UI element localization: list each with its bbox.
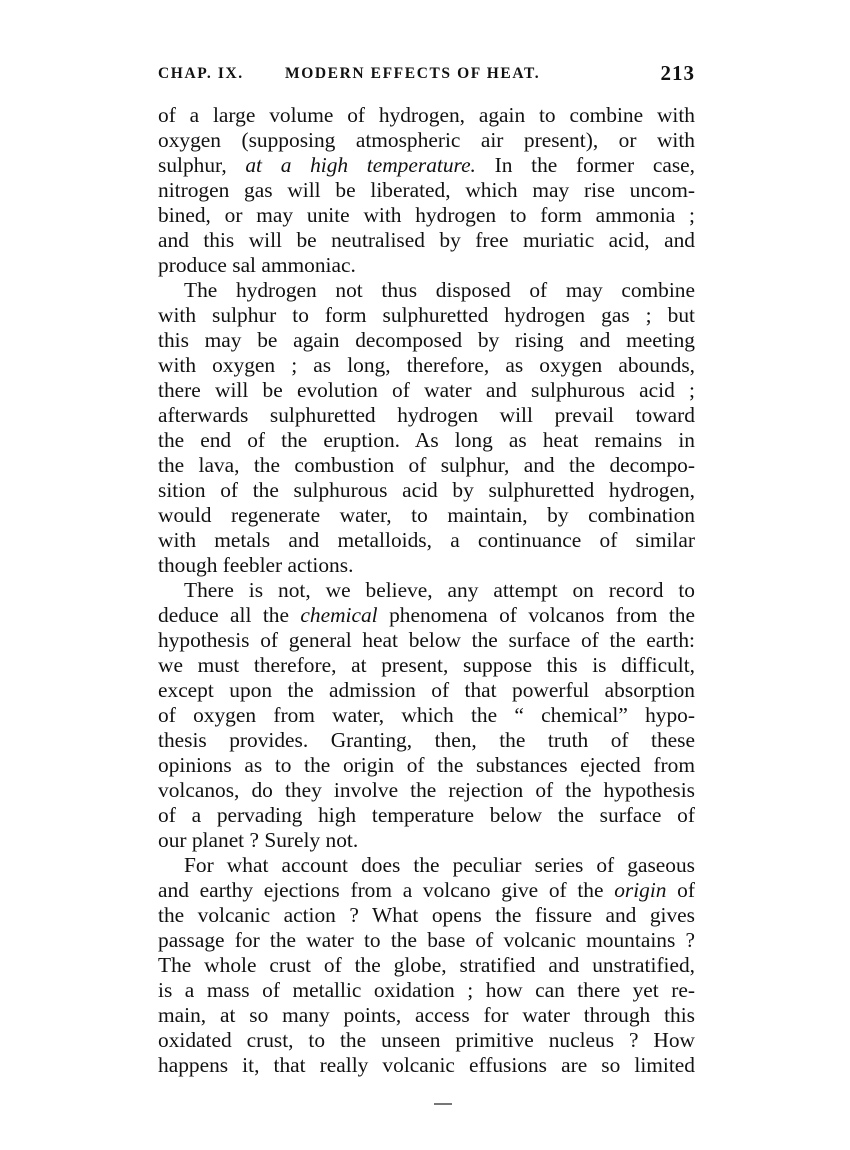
text-line <box>158 153 695 178</box>
text-line <box>158 478 695 503</box>
chapter-label: CHAP. IX. <box>158 65 244 82</box>
italic-text: at a high temperature. <box>245 153 476 177</box>
text-segment: bined, or may unite with hydrogen to form ammonia ; <box>158 203 695 227</box>
text-segment: nitrogen gas will be liberated, which may rise uncom- <box>158 178 695 202</box>
text-line <box>158 878 695 903</box>
text-segment: passage for the water to the base of volcanic mountains ? <box>158 928 695 952</box>
text-line <box>158 453 695 478</box>
text-line <box>158 103 695 128</box>
text-segment: our planet ? Surely not. <box>158 828 359 852</box>
text-segment: thesis provides. Granting, then, the truth of these <box>158 728 695 752</box>
text-line <box>158 578 695 603</box>
text-segment: sition of the sulphurous acid by sulphuretted hydrogen, <box>158 478 695 502</box>
text-line <box>158 653 695 678</box>
text-line <box>158 178 695 203</box>
text-segment: oxygen (supposing atmospheric air present), or with <box>158 128 695 152</box>
text-segment: and earthy ejections from a volcano give of the <box>158 878 615 902</box>
text-line <box>158 953 695 978</box>
italic-text: origin <box>614 878 667 902</box>
text-segment: The whole crust of the globe, stratified and unstratified, <box>158 953 695 977</box>
text-segment: and this will be neutralised by free muriatic acid, and <box>158 228 695 252</box>
text-segment: There is not, we believe, any attempt on record to <box>184 578 695 602</box>
text-line <box>158 328 695 353</box>
text-segment: deduce all the <box>158 603 301 627</box>
signature-mark <box>434 1103 452 1105</box>
text-segment: with sulphur to form sulphuretted hydrogen gas ; but <box>158 303 695 327</box>
text-line <box>158 228 695 253</box>
text-segment: sulphur, <box>158 153 246 177</box>
text-segment: main, at so many points, access for water through this <box>158 1003 695 1027</box>
text-segment: this may be again decomposed by rising and meeting <box>158 328 695 352</box>
text-line <box>158 1028 695 1053</box>
text-segment: opinions as to the origin of the substances ejected from <box>158 753 695 777</box>
text-line <box>158 203 695 228</box>
text-segment: the volcanic action ? What opens the fissure and gives <box>158 903 695 927</box>
text-line <box>158 353 695 378</box>
text-line <box>158 128 695 153</box>
text-segment: produce sal ammoniac. <box>158 253 356 277</box>
text-line <box>158 828 695 853</box>
text-line <box>158 978 695 1003</box>
text-segment: there will be evolution of water and sulphurous acid ; <box>158 378 695 402</box>
running-title: MODERN EFFECTS OF HEAT. <box>285 65 541 82</box>
text-line <box>158 628 695 653</box>
text-segment: The hydrogen not thus disposed of may combine <box>184 278 695 302</box>
text-segment: would regenerate water, to maintain, by combination <box>158 503 695 527</box>
text-line <box>158 528 695 553</box>
text-line <box>158 428 695 453</box>
text-line <box>158 928 695 953</box>
text-segment: with metals and metalloids, a continuance of similar <box>158 528 695 552</box>
text-line <box>158 253 695 278</box>
text-segment: of a large volume of hydrogen, again to combine with <box>158 103 695 127</box>
page-number: 213 <box>660 61 695 85</box>
text-line <box>158 753 695 778</box>
text-segment: of oxygen from water, which the “ chemical” hypo- <box>158 703 695 727</box>
text-line <box>158 703 695 728</box>
running-head <box>158 62 695 88</box>
body-text <box>158 103 695 1078</box>
text-segment: except upon the admission of that powerful absorption <box>158 678 695 702</box>
text-line <box>158 903 695 928</box>
text-line <box>158 803 695 828</box>
text-segment: though feebler actions. <box>158 553 354 577</box>
text-segment: we must therefore, at present, suppose this is difficult, <box>158 653 695 677</box>
text-segment: phenomena of volcanos from the <box>377 603 695 627</box>
text-line <box>158 278 695 303</box>
text-segment: is a mass of metallic oxidation ; how can there yet re- <box>158 978 695 1002</box>
text-line <box>158 728 695 753</box>
text-segment: the end of the eruption. As long as heat remains in <box>158 428 695 452</box>
text-line <box>158 378 695 403</box>
text-line <box>158 678 695 703</box>
text-line <box>158 503 695 528</box>
text-line <box>158 553 695 578</box>
text-segment: the lava, the combustion of sulphur, and the decompo- <box>158 453 695 477</box>
text-segment: For what account does the peculiar series of gaseous <box>184 853 695 877</box>
text-segment: oxidated crust, to the unseen primitive nucleus ? How <box>158 1028 695 1052</box>
italic-text: chemical <box>300 603 378 627</box>
text-line <box>158 1003 695 1028</box>
text-segment: hypothesis of general heat below the surface of the earth: <box>158 628 695 652</box>
text-line <box>158 1053 695 1078</box>
text-segment: of <box>666 878 695 902</box>
text-segment: volcanos, do they involve the rejection of the hypothesis <box>158 778 695 802</box>
text-line <box>158 403 695 428</box>
text-line <box>158 303 695 328</box>
text-segment: afterwards sulphuretted hydrogen will prevail toward <box>158 403 695 427</box>
text-line <box>158 778 695 803</box>
text-line <box>158 603 695 628</box>
text-segment: of a pervading high temperature below the surface of <box>158 803 695 827</box>
text-segment: happens it, that really volcanic effusions are so limited <box>158 1053 695 1077</box>
text-line <box>158 853 695 878</box>
text-segment: In the former case, <box>475 153 695 177</box>
text-segment: with oxygen ; as long, therefore, as oxygen abounds, <box>158 353 695 377</box>
